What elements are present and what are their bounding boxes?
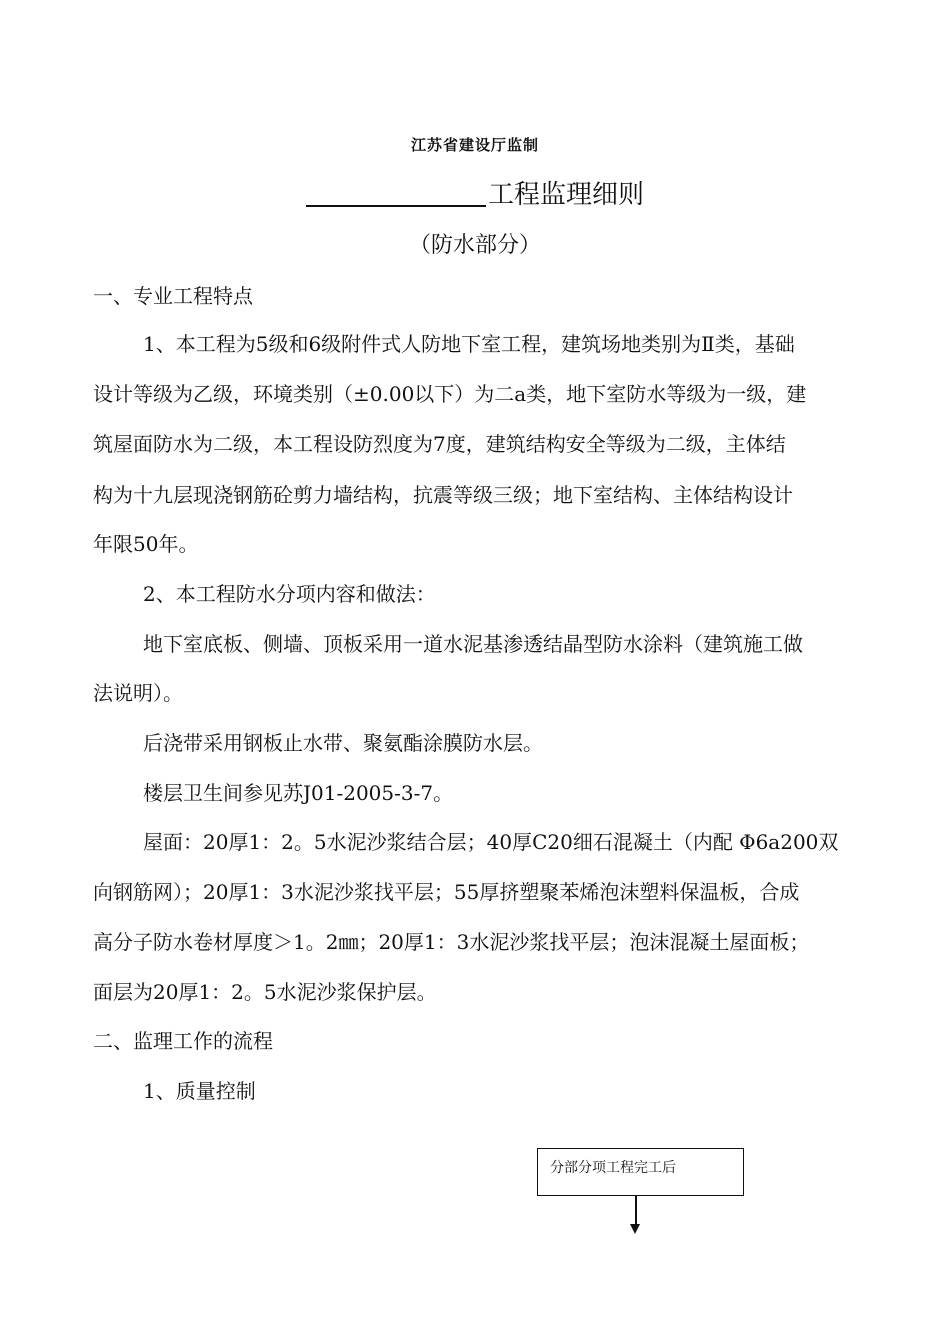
flowchart-arrow-line — [635, 1196, 637, 1226]
p3-line-2: 法说明）。 — [93, 681, 183, 705]
p6-line-1: 屋面：20厚1：2。5水泥沙浆结合层；40厚C20细石混凝土（内配 Φ6a200双 — [143, 830, 839, 854]
p3-line-1: 地下室底板、侧墙、顶板采用一道水泥基渗透结晶型防水涂料（建筑施工做 — [143, 632, 803, 656]
p6-line-2: 向钢筋网）；20厚1：3水泥沙浆找平层；55厚挤塑聚苯烯泡沫塑料保温板，合成 — [93, 880, 800, 904]
p2-text: 2、本工程防水分项内容和做法： — [143, 582, 436, 606]
agency-label: 江苏省建设厅监制 — [410, 136, 539, 154]
flowchart-arrow-down-icon — [630, 1224, 640, 1234]
p6-line-4: 面层为20厚1：2。5水泥沙浆保护层。 — [93, 980, 437, 1004]
section1-heading: 一、专业工程特点 — [93, 284, 253, 308]
flowchart-box-completion — [537, 1148, 744, 1196]
p1-line-5: 年限50年。 — [93, 532, 199, 556]
p6-line-3: 高分子防水卷材厚度＞1。2㎜；20厚1：3水泥沙浆找平层；泡沫混凝土屋面板； — [93, 930, 810, 954]
p1-line-4: 构为十九层现浇钢筋砼剪力墙结构，抗震等级三级；地下室结构、主体结构设计 — [93, 483, 793, 507]
flowchart-box-label: 分部分项工程完工后 — [550, 1160, 676, 1176]
project-name-blank — [306, 181, 486, 207]
section2-heading: 二、监理工作的流程 — [93, 1029, 273, 1053]
p1-line-2: 设计等级为乙级，环境类别（±0.00以下）为二a类，地下室防水等级为一级，建 — [93, 382, 807, 406]
document-subtitle: （防水部分） — [408, 233, 541, 258]
document-title — [0, 174, 950, 211]
p1-line-1: 1、本工程为5级和6级附件式人防地下室工程，建筑场地类别为Ⅱ类，基础 — [143, 332, 795, 356]
title-text: 工程监理细则 — [487, 180, 644, 210]
p5-text: 楼层卫生间参见苏J01-2005-3-7。 — [143, 781, 454, 805]
p4-text: 后浇带采用钢板止水带、聚氨酯涂膜防水层。 — [143, 731, 543, 755]
quality-control-item: 1、质量控制 — [143, 1079, 256, 1103]
p1-line-3: 筑屋面防水为二级，本工程设防烈度为7度，建筑结构安全等级为二级，主体结 — [93, 432, 786, 456]
